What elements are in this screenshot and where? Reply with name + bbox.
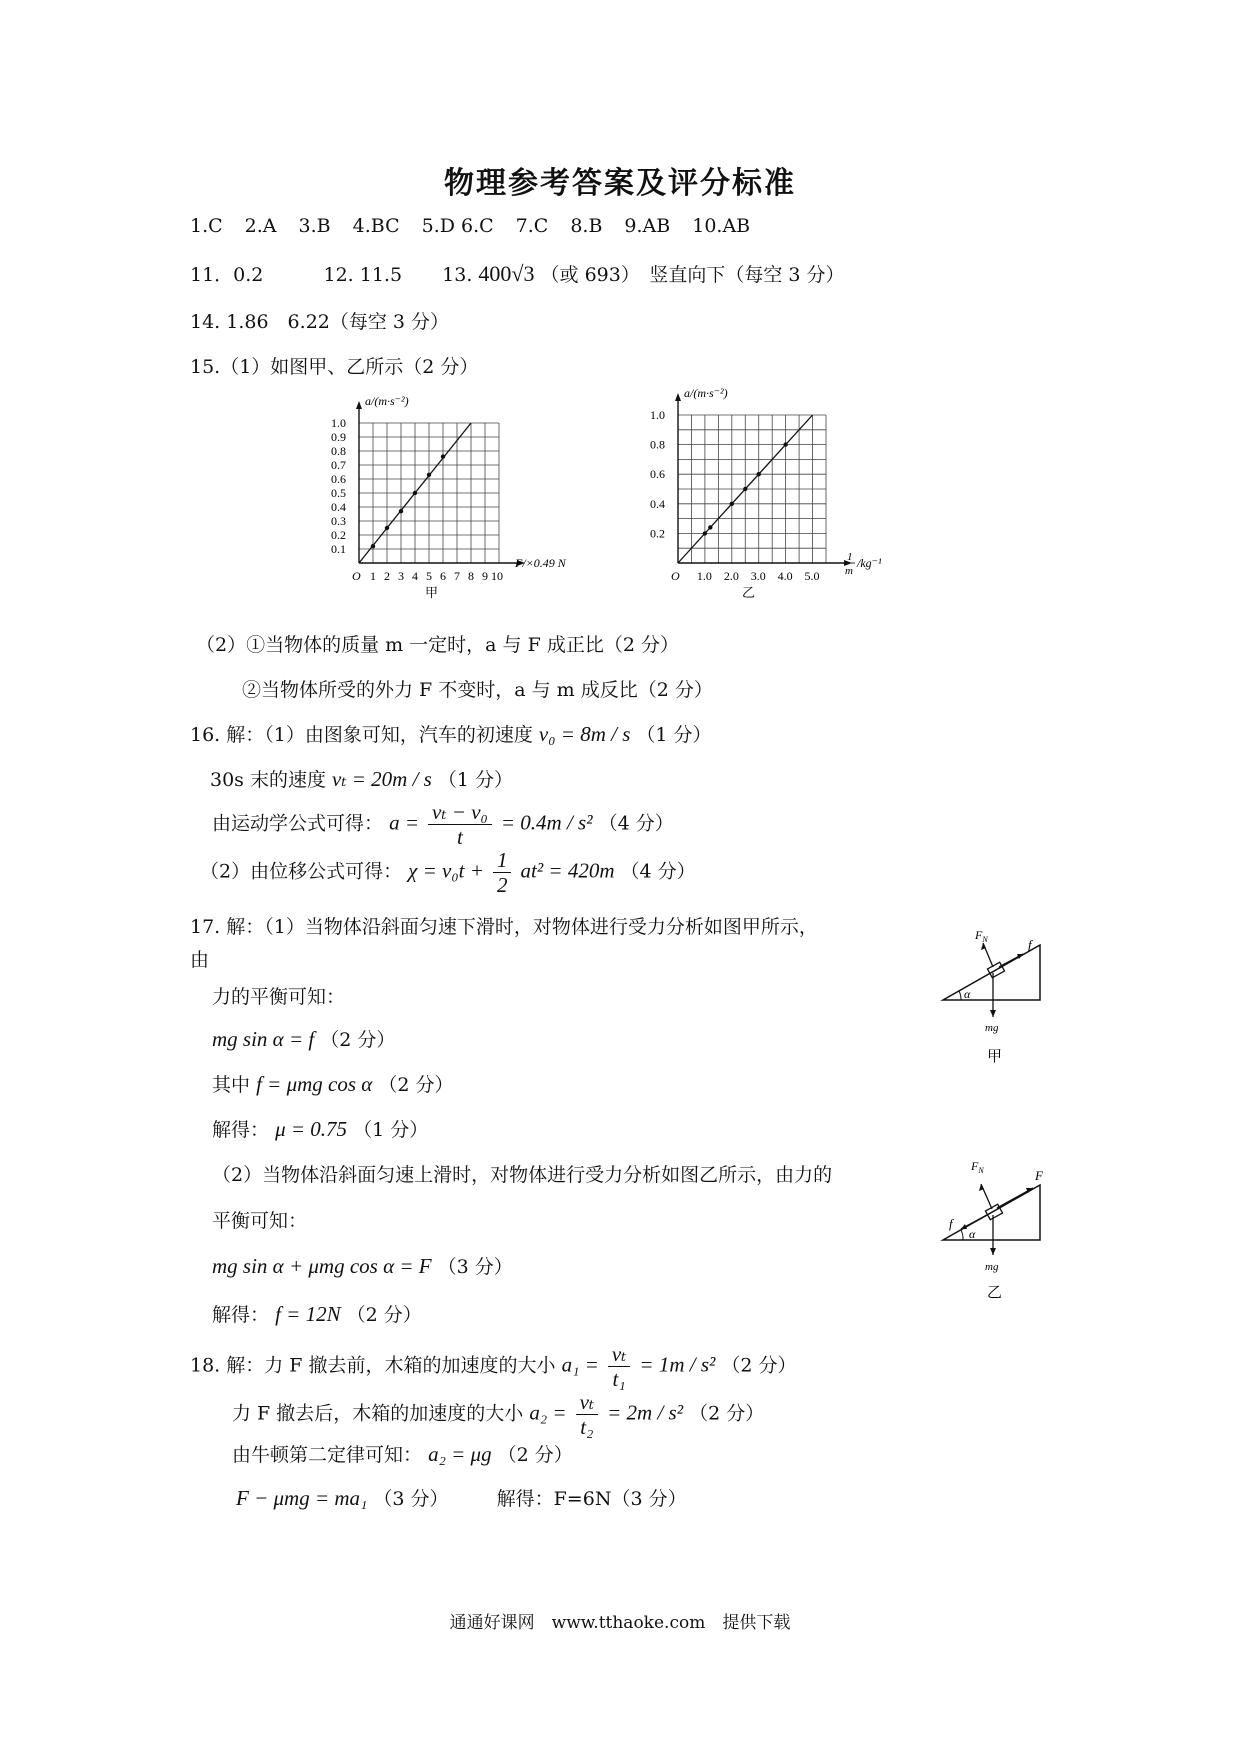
graph-jia [325, 385, 615, 605]
q16-v0: v₀ = 8m / s [538, 722, 631, 746]
figure-caption: 乙 [987, 1285, 1003, 1300]
choice-answer-item: 3.B [298, 215, 331, 237]
x-axis-label-num: 1 [847, 551, 853, 563]
q18-l4-sol: 解得：F=6N（3 分） [496, 1488, 687, 1510]
q18-l2: 力 F 撤去后，木箱的加速度的大小 [232, 1402, 524, 1425]
data-point [703, 531, 707, 535]
data-point [743, 487, 747, 491]
q18-line2 [232, 1390, 764, 1439]
q17-line2: 力的平衡可知： [212, 986, 346, 1008]
q17-eq1: mg sin α = f [212, 1027, 315, 1051]
q18-l3: 由牛顿第二定律可知： [232, 1444, 423, 1466]
q18-a1-lhs: a₁ = [561, 1352, 599, 1377]
q16-head: 16. 解：（1）由图象可知，汽车的初速度 [190, 724, 533, 746]
y-axis-label: a/(m·s⁻²) [684, 386, 728, 400]
q16-a-fraction [428, 800, 492, 849]
y-tick-label: 0.6 [650, 467, 665, 482]
q16-x-fraction [493, 848, 512, 897]
x-tick-label: 4 [412, 569, 418, 583]
q16-vt: vₜ = 20m / s [332, 767, 432, 791]
q17-sol2-pts: （2 分） [346, 1304, 422, 1326]
q11-13-line [190, 260, 845, 287]
q16-a-num: vₜ − v₀ [428, 800, 492, 825]
q18-head: 18. 解：力 F 撤去前，木箱的加速度的大小 [190, 1354, 556, 1377]
data-point [783, 442, 787, 446]
q16-x-rhs: at² = 420m [520, 858, 615, 883]
x-tick-label: 6 [440, 569, 446, 583]
page-title: 物理参考答案及评分标准 [444, 166, 796, 201]
choice-answer-item: 10.AB [692, 215, 751, 237]
q14-answer: 14. 1.86 6.22（每空 3 分） [190, 311, 450, 333]
data-point [399, 509, 403, 513]
q16-a-pts: （4 分） [598, 812, 674, 835]
fn-label: $F_N$ [971, 1159, 984, 1175]
q17-sol2: f = 12N [275, 1302, 341, 1326]
q17-sol1: μ = 0.75 [275, 1117, 348, 1141]
x-tick-label: 9 [482, 569, 488, 583]
x-tick-label: 10 [491, 569, 503, 583]
q17-sol1-pre: 解得： [212, 1119, 270, 1141]
x-tick-label: 3.0 [750, 569, 766, 583]
q17-eq2-pts: （2 分） [378, 1074, 454, 1096]
q17-head2: 由 [190, 949, 210, 971]
q18-a1-rhs: = 1m / s² [639, 1352, 716, 1377]
incline-diagram-jia [935, 925, 1055, 1075]
q15-part1: 15.（1）如图甲、乙所示（2 分） [190, 356, 479, 378]
q18-a2-rhs: = 2m / s² [607, 1400, 684, 1425]
q17-head: 17. 解：（1）当物体沿斜面匀速下滑时，对物体进行受力分析如图甲所示， [190, 916, 818, 938]
page-footer: 通通好课网 www.tthaoke.com 提供下载 [449, 1613, 791, 1633]
q17-eq2: f = μmg cos α [256, 1072, 373, 1096]
choice-answer-item: 5.D [421, 215, 455, 237]
q15-part2b: ②当物体所受的外力 F 不变时，a 与 m 成反比（2 分） [242, 679, 713, 701]
y-tick-label: 0.4 [650, 496, 665, 511]
x-tick-label: 2 [384, 569, 390, 583]
q18-a2-lhs: a₂ = [529, 1400, 567, 1425]
q15-part2a: （2）①当物体的质量 m 一定时，a 与 F 成正比（2 分） [196, 634, 679, 656]
choice-answer-item: 9.AB [624, 215, 671, 237]
x-tick-label: 3 [398, 569, 404, 583]
q11-answer: 11．0.2 [190, 264, 264, 286]
q16-line2 [210, 765, 513, 792]
q18-a2-pts: （2 分） [689, 1402, 765, 1425]
y-tick-label: 0.4 [331, 500, 346, 514]
q18-a1-fraction [608, 1342, 631, 1391]
q13-label: 13. [442, 264, 473, 286]
q16-x-pts: （4 分） [620, 860, 696, 883]
q17-part2: （2）当物体沿斜面匀速上滑时，对物体进行受力分析如图乙所示，由力的 [212, 1164, 833, 1186]
mg-label: mg [985, 1022, 999, 1034]
q16-a-rhs: = 0.4m / s² [500, 810, 593, 835]
q17-eq1-line [212, 1025, 395, 1052]
q18-line4 [236, 1484, 687, 1511]
y-axis-arrow [675, 393, 681, 401]
y-tick-label: 1.0 [650, 408, 665, 422]
y-tick-label: 0.9 [331, 430, 346, 444]
incline-diagram-yi [935, 1150, 1055, 1300]
q18-a1-num: vₜ [608, 1342, 631, 1367]
q18-a1-pts: （2 分） [721, 1354, 797, 1377]
x-tick-label: O [352, 569, 361, 583]
q18-a1-den: t₁ [612, 1367, 626, 1391]
q17-eq3-pts: （3 分） [437, 1256, 513, 1278]
x-tick-label: 1.0 [696, 569, 712, 583]
q18-line1 [190, 1342, 796, 1391]
data-point [730, 502, 734, 506]
y-tick-label: 0.8 [331, 444, 346, 458]
q18-line3 [232, 1440, 573, 1467]
q18-l3-pts: （2 分） [497, 1444, 573, 1466]
x-tick-label: 1 [370, 569, 376, 583]
x-tick-label: 4.0 [777, 569, 793, 583]
data-point [441, 454, 445, 458]
x-tick-label: 7 [454, 569, 460, 583]
y-tick-label: 0.1 [331, 542, 346, 556]
friction-label: f [949, 1216, 953, 1231]
q16-a-lhs: a = [389, 810, 419, 835]
applied-force-label: F [1035, 1168, 1043, 1183]
q16-line4 [200, 848, 696, 897]
y-tick-label: 0.6 [331, 472, 346, 486]
q17-eq2-line [212, 1070, 453, 1097]
choice-answer-item: 1.C [190, 215, 223, 237]
y-tick-label: 0.8 [650, 437, 665, 452]
y-tick-label: 0.5 [331, 486, 346, 500]
data-point [371, 544, 375, 548]
data-point [413, 491, 417, 495]
q16-x-num: 1 [493, 848, 512, 873]
x-axis-label-den: m [845, 565, 853, 577]
y-tick-label: 0.3 [331, 514, 346, 528]
q16-a-pre: 由运动学公式可得： [212, 812, 384, 835]
q16-vt-pre: 30s 末的速度 [210, 769, 326, 791]
x-tick-label: 5.0 [804, 569, 820, 583]
data-point [427, 473, 431, 477]
fn-label: $F_N$ [975, 928, 988, 944]
q18-l4-eq: F − μmg = ma₁ [236, 1486, 368, 1510]
q13-value: 400√3 [478, 261, 535, 286]
x-tick-label: O [671, 569, 680, 583]
x-tick-label: 5 [426, 569, 432, 583]
q16-a-den: t [457, 825, 463, 849]
choice-answer-item: 7.C [515, 215, 549, 237]
q18-l3-eq: a₂ = μg [428, 1442, 492, 1466]
q18-a2-fraction [576, 1390, 599, 1439]
y-tick-label: 0.7 [331, 458, 346, 472]
x-axis-label: /kg⁻¹ [857, 556, 882, 570]
q16-x-den: 2 [496, 873, 508, 897]
q17-sol2-pre: 解得： [212, 1304, 270, 1326]
x-tick-label: 2.0 [723, 569, 739, 583]
mg-label: mg [985, 1261, 999, 1273]
q17-sol1-pts: （1 分） [353, 1119, 429, 1141]
figure-caption: 甲 [987, 1049, 1003, 1065]
alpha-label: α [969, 1227, 976, 1241]
y-tick-label: 0.2 [331, 528, 346, 542]
q16-v0-pts: （1 分） [636, 724, 712, 746]
q17-eq3: mg sin α + μmg cos α = F [212, 1254, 432, 1278]
choice-answer-item: 2.A [244, 215, 277, 237]
choice-answer-item: 8.B [570, 215, 603, 237]
q16-vt-pts: （1 分） [437, 769, 514, 791]
q18-l4-pts: （3 分） [373, 1488, 449, 1510]
q12-answer: 12. 11.5 [323, 264, 403, 286]
y-axis-arrow [356, 401, 362, 409]
alpha-label: α [964, 987, 971, 1001]
x-tick-label: 8 [468, 569, 474, 583]
q17-sol1-line [212, 1115, 428, 1142]
graph-yi [650, 385, 920, 605]
q18-a2-num: vₜ [576, 1390, 599, 1415]
y-tick-label: 0.2 [650, 526, 665, 541]
y-tick-label: 1.0 [331, 416, 346, 430]
q16-x-pre: （2）由位移公式可得： [200, 860, 403, 883]
choice-answer-item: 6.C [460, 215, 494, 237]
q18-a2-den: t₂ [580, 1415, 594, 1439]
choice-answers [190, 215, 772, 237]
q17-eq1-pts: （2 分） [320, 1029, 396, 1051]
data-point [757, 472, 761, 476]
data-point [708, 525, 712, 529]
friction-label: f [1028, 937, 1032, 952]
q17-eq2-pre: 其中 [212, 1074, 251, 1096]
q13-rest: （或 693） 竖直向下（每空 3 分） [540, 264, 845, 286]
q16-x-lhs: χ = v₀t + [408, 858, 484, 883]
q17-sol2-line [212, 1300, 422, 1327]
graph-caption: 乙 [742, 585, 756, 600]
choice-answer-item: 4.BC [352, 215, 400, 237]
q16-line1 [190, 720, 712, 747]
y-axis-label: a/(m·s⁻²) [365, 394, 409, 408]
x-axis-label: F/×0.49 N [515, 556, 566, 570]
data-point [385, 526, 389, 530]
graph-caption: 甲 [425, 585, 439, 600]
q16-line3 [212, 800, 674, 849]
q17-eq3-line [212, 1252, 513, 1279]
q17-part2b: 平衡可知： [212, 1210, 308, 1232]
